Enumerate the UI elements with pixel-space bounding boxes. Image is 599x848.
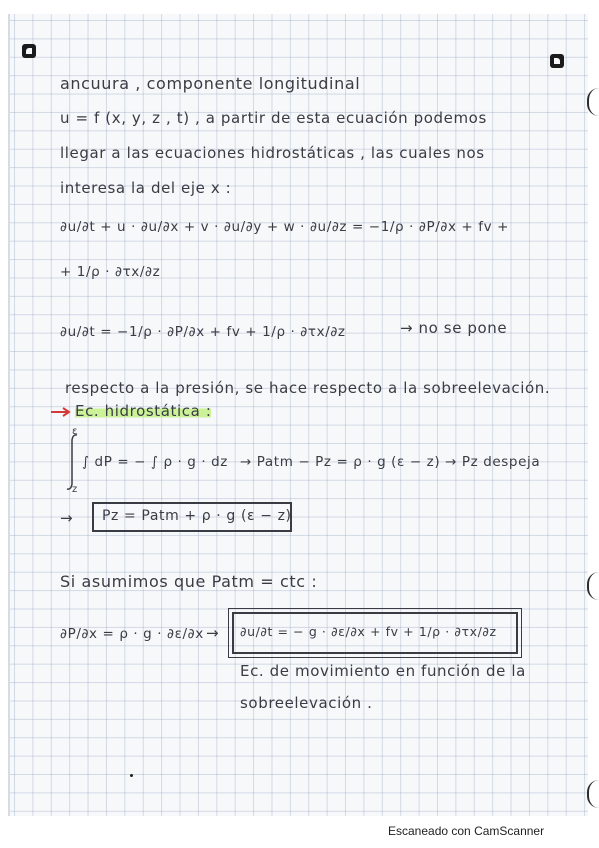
text-line: sobreelevación .: [240, 694, 373, 712]
integral-limit-top: ε: [72, 426, 79, 437]
corner-marker-icon: [22, 44, 36, 58]
section-heading: Ec. hidrostática :: [75, 402, 212, 420]
text-line: u = f (x, y, z , t) , a partir de esta ecuación podemos: [60, 109, 487, 127]
binding-mark: [587, 88, 599, 116]
equation-momentum-cont: + 1/ρ · ∂τx/∂z: [60, 264, 161, 280]
arrow-icon: [50, 407, 72, 417]
equation-pressure-gradient: ∂P/∂x = ρ · g · ∂ε/∂x: [60, 626, 204, 642]
text-line: ancuura , componente longitudinal: [60, 74, 361, 93]
corner-marker-icon: [550, 54, 564, 68]
equation-hydrostatic: ∫ dP = − ∫ ρ · g · dz: [82, 454, 228, 470]
binding-mark: [587, 572, 599, 600]
equation-note: → no se pone: [400, 319, 508, 337]
text-line: respecto a la presión, se hace respecto a la sobreelevación.: [65, 379, 551, 397]
text-line: llegar a las ecuaciones hidrostáticas , las cuales nos: [60, 144, 485, 162]
text-line: Si asumimos que Patm = ctc :: [60, 572, 318, 591]
equation-hydrostatic-result: → Patm − Pz = ρ · g (ε − z) → Pz despeja: [240, 454, 541, 470]
equation-momentum: ∂u/∂t + u · ∂u/∂x + v · ∂u/∂y + w · ∂u/∂z = −1/ρ · ∂P/∂x + fv +: [60, 219, 509, 235]
equation-simplified: ∂u/∂t = −1/ρ · ∂P/∂x + fv + 1/ρ · ∂τx/∂z: [60, 324, 346, 340]
notebook-page: [8, 14, 588, 816]
text-line: interesa la del eje x :: [60, 179, 232, 197]
binding-mark: [587, 780, 599, 808]
ink-dot: [130, 774, 133, 777]
boxed-final-equation: [232, 612, 518, 654]
text-line: Ec. de movimiento en función de la: [240, 662, 526, 680]
arrow-text: →: [60, 509, 74, 527]
boxed-equation: [92, 502, 292, 532]
scanner-watermark: Escaneado con CamScanner: [388, 824, 545, 838]
arrow-text: →: [206, 624, 220, 642]
equation-final: ∂u/∂t = − g · ∂ε/∂x + fv + 1/ρ · ∂τx/∂z: [240, 624, 497, 639]
integral-limit-bottom: z: [72, 484, 78, 495]
integral-icon: [65, 432, 81, 492]
equation-pressure: Pz = Patm + ρ · g (ε − z): [102, 508, 292, 524]
